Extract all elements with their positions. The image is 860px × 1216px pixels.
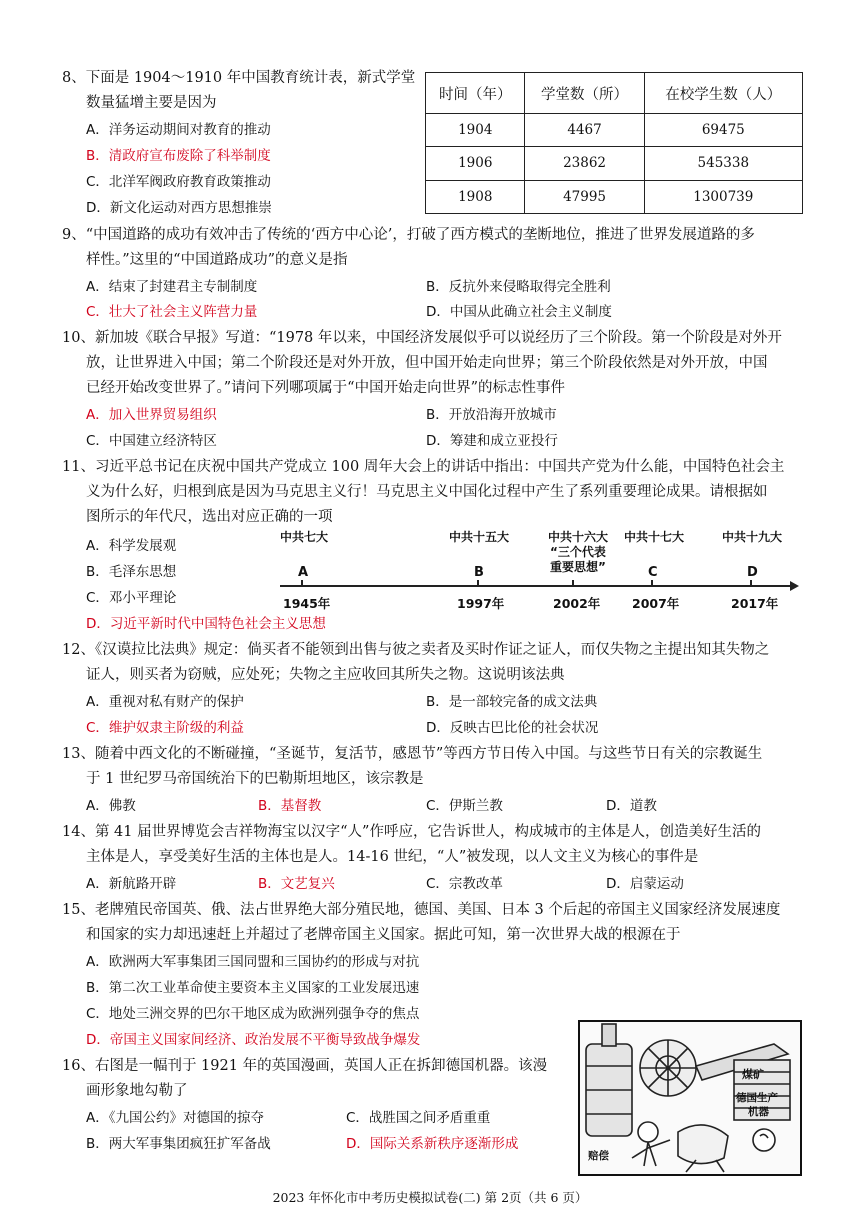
q11-option-a[interactable]: A．科学发展观 bbox=[86, 538, 177, 554]
page-footer: 2023 年怀化市中考历史模拟试卷(二) 第 2页（共 6 页） bbox=[272, 1190, 588, 1205]
q15-option-d[interactable]: D．帝国主义国家间经济、政治发展不平衡导致战争爆发 bbox=[86, 1032, 421, 1048]
table-cell: 4467 bbox=[525, 114, 644, 147]
q12-stem: 12、《汉谟拉比法典》规定：倘买者不能领到出售与彼之卖者及买时作证之证人，而仅失物之主提出知其失物之 bbox=[62, 642, 770, 658]
timeline-label-16th: 中共十六大 bbox=[547, 530, 608, 544]
q11-stem: 11、习近平总书记在庆祝中国共产党成立 100 周年大会上的讲话中指出：中国共产党为什么能，中国特色社会主 bbox=[62, 459, 785, 475]
q15-option-b[interactable]: B．第二次工业革命使主要资本主义国家的工业发展迅速 bbox=[86, 980, 420, 996]
q11-stem-3: 图所示的年代尺，选出对应正确的一项 bbox=[86, 509, 333, 525]
q16-option-c[interactable]: C．战胜国之间矛盾重重 bbox=[346, 1110, 491, 1126]
timeline-axis bbox=[280, 578, 800, 596]
q14-option-d[interactable]: D．启蒙运动 bbox=[606, 876, 684, 892]
q16-stem-2: 画形象地勾勒了 bbox=[86, 1083, 188, 1099]
table-row bbox=[426, 114, 803, 147]
timeline-mark-d: D bbox=[747, 565, 758, 580]
q8-stem-2: 数量猛增主要是因为 bbox=[86, 95, 217, 111]
timeline-year-2002: 2002年 bbox=[553, 596, 601, 611]
timeline-mark-a: A bbox=[298, 565, 309, 580]
q14-option-a[interactable]: A．新航路开辟 bbox=[86, 876, 177, 892]
table-cell: 1906 bbox=[426, 147, 525, 180]
cartoon-image bbox=[578, 1020, 802, 1176]
q13-option-a[interactable]: A．佛教 bbox=[86, 798, 136, 814]
q9-option-c[interactable]: C．壮大了社会主义阵营力量 bbox=[86, 304, 258, 320]
education-stat-table bbox=[425, 72, 803, 214]
timeline-year-2017: 2017年 bbox=[731, 596, 779, 611]
q13-stem-2: 于 1 世纪罗马帝国统治下的巴勒斯坦地区，该宗教是 bbox=[86, 771, 424, 787]
q11-stem-2: 义为什么好，归根到底是因为马克思主义行！马克思主义中国化过程中产生了系列重要理论成果。请根据如 bbox=[86, 484, 768, 500]
q16-option-d[interactable]: D．国际关系新秩序逐渐形成 bbox=[346, 1136, 519, 1152]
table-header: 时间（年） bbox=[426, 73, 525, 114]
q12-stem-2: 证人，则买者为窃贼，应处死；失物之主应收回其所失之物。这说明该法典 bbox=[86, 667, 565, 683]
timeline-label-16th-line3: 重要思想” bbox=[550, 560, 606, 574]
cartoon-label-coal: 煤矿 bbox=[742, 1068, 764, 1081]
table-cell: 1904 bbox=[426, 114, 525, 147]
q10-option-c[interactable]: C．中国建立经济特区 bbox=[86, 433, 217, 449]
q8-option-d[interactable]: D．新文化运动对西方思想推崇 bbox=[86, 200, 272, 216]
q9-option-d[interactable]: D．中国从此确立社会主义制度 bbox=[426, 304, 612, 320]
q10-stem: 10、新加坡《联合早报》写道：“1978 年以来，中国经济发展似乎可以说经历了三个阶段。第一个阶段是对外开 bbox=[62, 330, 782, 346]
q15-option-a[interactable]: A．欧洲两大军事集团三国同盟和三国协约的形成与对抗 bbox=[86, 954, 420, 970]
timeline-year-1945: 1945年 bbox=[283, 596, 331, 611]
q14-stem: 14、第 41 届世界博览会吉祥物海宝以汉字“人”作呼应，它告诉世人，构成城市的主体是人，创造美好生活的 bbox=[62, 824, 761, 840]
table-header: 在校学生数（人） bbox=[644, 73, 802, 114]
table-row bbox=[426, 180, 803, 213]
q9-option-a[interactable]: A．结束了封建君主专制制度 bbox=[86, 279, 258, 295]
q16-stem: 16、右图是一幅刊于 1921 年的英国漫画，英国人正在拆卸德国机器。该漫 bbox=[62, 1058, 548, 1074]
table-header: 学堂数（所） bbox=[525, 73, 644, 114]
timeline-label-15th: 中共十五大 bbox=[448, 530, 509, 544]
q11-option-b[interactable]: B．毛泽东思想 bbox=[86, 564, 177, 580]
q8-option-b[interactable]: B．清政府宣布废除了科举制度 bbox=[86, 148, 271, 164]
q15-option-c[interactable]: C．地处三洲交界的巴尔干地区成为欧洲列强争夺的焦点 bbox=[86, 1006, 420, 1022]
table-cell: 1300739 bbox=[644, 180, 802, 213]
timeline-label-16th-line2: “三个代表 bbox=[550, 545, 606, 559]
q16-option-b[interactable]: B．两大军事集团疯狂扩军备战 bbox=[86, 1136, 271, 1152]
q10-stem-3: 已经开始改变世界了。”请问下列哪项属于“中国开始走向世界”的标志性事件 bbox=[86, 380, 565, 396]
q14-option-c[interactable]: C．宗教改革 bbox=[426, 876, 503, 892]
q13-option-d[interactable]: D．道教 bbox=[606, 798, 657, 814]
q12-option-b[interactable]: B．是一部较完备的成文法典 bbox=[426, 694, 598, 710]
q8-option-c[interactable]: C．北洋军阀政府教育政策推动 bbox=[86, 174, 271, 190]
timeline-mark-b: B bbox=[474, 565, 484, 580]
timeline-label-7th: 中共七大 bbox=[279, 530, 328, 544]
timeline-year-1997: 1997年 bbox=[457, 596, 505, 611]
cartoon-label-reparations: 赔偿 bbox=[588, 1150, 609, 1162]
timeline-label-17th: 中共十七大 bbox=[623, 530, 684, 544]
table-cell: 23862 bbox=[525, 147, 644, 180]
q14-option-b[interactable]: B．文艺复兴 bbox=[258, 876, 335, 892]
q10-option-b[interactable]: B．开放沿海开放城市 bbox=[426, 407, 557, 423]
q8-stem: 8、下面是 1904～1910 年中国教育统计表，新式学堂 bbox=[62, 70, 416, 86]
q15-stem-2: 和国家的实力却迅速赶上并超过了老牌帝国主义国家。据此可知，第一次世界大战的根源在于 bbox=[86, 927, 681, 943]
timeline-label-19th: 中共十九大 bbox=[721, 530, 782, 544]
q9-option-b[interactable]: B．反抗外来侵略取得完全胜利 bbox=[426, 279, 611, 295]
table-cell: 69475 bbox=[644, 114, 802, 147]
q13-stem: 13、随着中西文化的不断碰撞，“圣诞节，复活节，感恩节”等西方节日传入中国。与这些节日有关的宗教诞生 bbox=[62, 746, 763, 762]
cartoon-label-machine: 机器 bbox=[748, 1106, 769, 1118]
timeline-year-2007: 2007年 bbox=[632, 596, 680, 611]
q11-option-c[interactable]: C．邓小平理论 bbox=[86, 590, 177, 606]
q13-option-c[interactable]: C．伊斯兰教 bbox=[426, 798, 503, 814]
q12-option-d[interactable]: D．反映古巴比伦的社会状况 bbox=[426, 720, 599, 736]
q16-option-a[interactable]: A．《九国公约》对德国的掠夺 bbox=[86, 1110, 264, 1126]
q9-stem-2: 样性。”这里的“中国道路成功”的意义是指 bbox=[86, 252, 348, 268]
q15-stem: 15、老牌殖民帝国英、俄、法占世界绝大部分殖民地，德国、美国、日本 3 个后起的帝国主义国家经济发展速度 bbox=[62, 902, 781, 918]
table-cell: 545338 bbox=[644, 147, 802, 180]
q14-stem-2: 主体是人，享受美好生活的主体也是人。14-16 世纪，“人”被发现，以人文主义为核心的事件是 bbox=[86, 849, 699, 865]
table-cell: 1908 bbox=[426, 180, 525, 213]
q11-option-d[interactable]: D．习近平新时代中国特色社会主义思想 bbox=[86, 616, 326, 632]
q9-stem: 9、“中国道路的成功有效冲击了传统的‘西方中心论’，打破了西方模式的垄断地位，推进了世界发展道路的多 bbox=[62, 227, 755, 243]
timeline-mark-c: C bbox=[648, 565, 658, 580]
q8-option-a[interactable]: A．洋务运动期间对教育的推动 bbox=[86, 122, 271, 138]
q13-option-b[interactable]: B．基督教 bbox=[258, 798, 322, 814]
q10-option-d[interactable]: D．筹建和成立亚投行 bbox=[426, 433, 558, 449]
table-cell: 47995 bbox=[525, 180, 644, 213]
q12-option-c[interactable]: C．维护奴隶主阶级的利益 bbox=[86, 720, 244, 736]
q10-option-a[interactable]: A．加入世界贸易组织 bbox=[86, 407, 217, 423]
q12-option-a[interactable]: A．重视对私有财产的保护 bbox=[86, 694, 244, 710]
table-row bbox=[426, 147, 803, 180]
q10-stem-2: 放，让世界进入中国；第二个阶段还是对外开放，但中国开始走向世界；第三个阶段依然是对外开放，中国 bbox=[86, 355, 768, 371]
cartoon-label-german-production: 德国生产 bbox=[736, 1092, 778, 1104]
